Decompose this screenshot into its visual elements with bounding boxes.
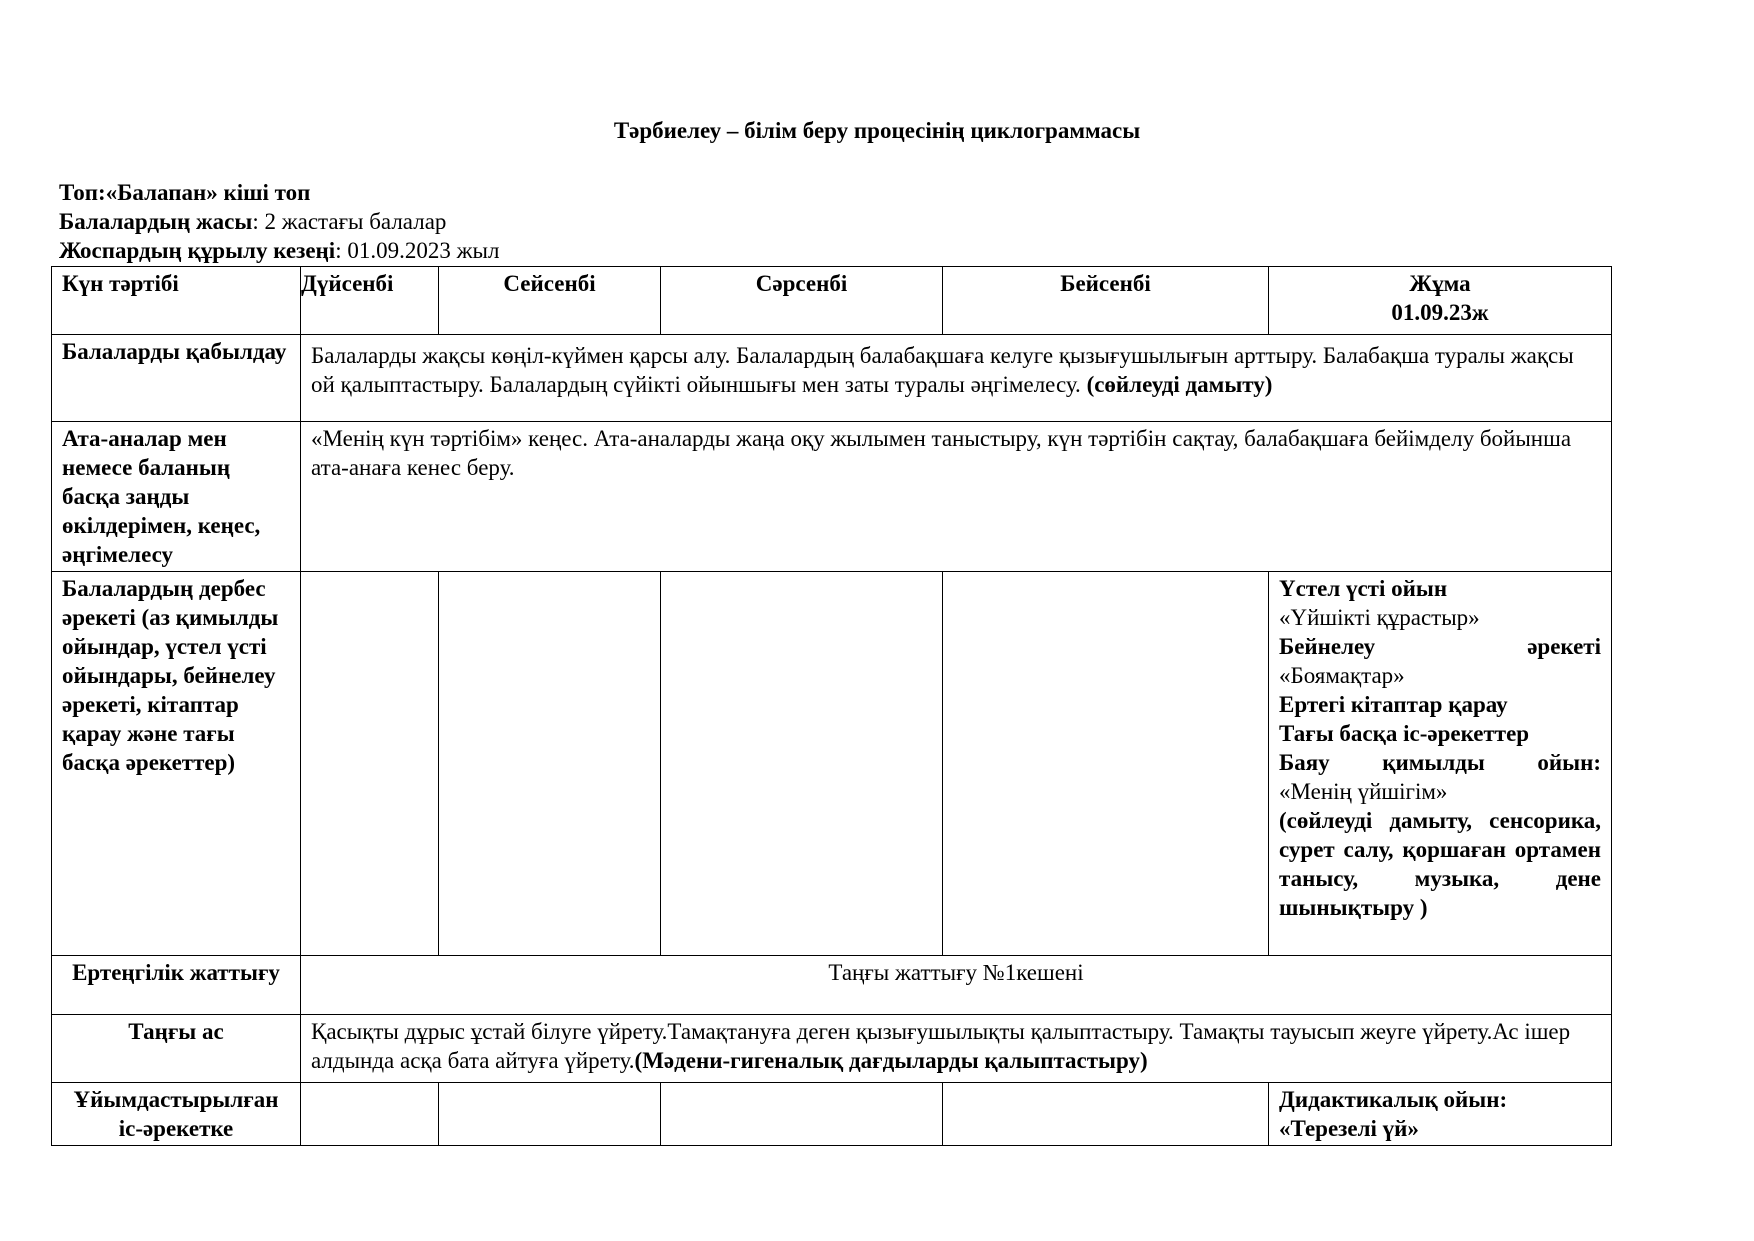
organized-tuesday bbox=[439, 1083, 661, 1146]
organized-row bbox=[52, 1083, 1612, 1146]
header-monday: Дүйсенбі bbox=[301, 267, 439, 335]
age-value: : 2 жастағы балалар bbox=[252, 209, 447, 234]
fri-line-9: (сөйлеуді дамыту, сенсорика, сурет салу, қоршаған ортамен танысу, музыка, дене шынықтыру ) bbox=[1279, 808, 1601, 920]
parents-label: Ата-аналар мен немесе баланың басқа заңды өкілдерімен, кеңес, әңгімелесу bbox=[52, 422, 301, 572]
parents-row bbox=[52, 422, 1612, 572]
reception-text bbox=[301, 335, 1612, 422]
breakfast-label: Таңғы ас bbox=[52, 1015, 301, 1083]
fri-line-7: Баяу қимылды ойын: bbox=[1279, 750, 1601, 775]
exercise-label: Ертеңгілік жаттығу bbox=[52, 956, 301, 1015]
independent-row bbox=[52, 572, 1612, 956]
header-friday-label: Жұма bbox=[1409, 271, 1471, 296]
independent-wednesday bbox=[661, 572, 943, 956]
exercise-row bbox=[52, 956, 1612, 1015]
header-row bbox=[52, 267, 1612, 335]
period-line bbox=[59, 236, 499, 265]
independent-thursday bbox=[943, 572, 1269, 956]
fri-line-2: «Үйшікті құрастыр» bbox=[1279, 605, 1480, 630]
independent-monday bbox=[301, 572, 439, 956]
fri-line-5: Ертегі кітаптар қарау bbox=[1279, 692, 1508, 717]
fri-line-6: Тағы басқа іс-әрекеттер bbox=[1279, 721, 1530, 746]
independent-friday bbox=[1269, 572, 1612, 956]
header-friday-date: 01.09.23ж bbox=[1391, 300, 1489, 325]
organized-label: Ұйымдастырылған іс-әрекетке bbox=[52, 1083, 301, 1146]
schedule-table bbox=[51, 266, 1612, 1146]
breakfast-text-main: Қасықты дұрыс ұстай білуге үйрету.Тамақтануға деген қызығушылықты қалыптастыру. Тамақты тауысып жеуге үйрету.Ас ішер алдында асқа бата айтуға үйрету. bbox=[311, 1019, 1571, 1073]
period-label: Жоспардың құрылу кезеңі bbox=[59, 238, 336, 263]
fri-line-3: Бейнелеу әрекеті bbox=[1279, 634, 1601, 659]
breakfast-row bbox=[52, 1015, 1612, 1083]
organized-fri-line-1: Дидактикалық ойын: bbox=[1279, 1087, 1508, 1112]
reception-label: Балаларды қабылдау bbox=[52, 335, 301, 422]
age-label: Балалардың жасы bbox=[59, 209, 253, 234]
exercise-text: Таңғы жаттығу №1кешені bbox=[301, 956, 1612, 1015]
breakfast-text-note: (Мәдени-гигеналық дағдыларды қалыптастыру) bbox=[634, 1048, 1148, 1073]
fri-line-8: «Менің үйшігім» bbox=[1279, 779, 1448, 804]
organized-fri-line-2: «Терезелі үй» bbox=[1279, 1116, 1419, 1141]
independent-tuesday bbox=[439, 572, 661, 956]
organized-wednesday bbox=[661, 1083, 943, 1146]
group-label: Топ:«Балапан» кіші топ bbox=[59, 180, 311, 205]
organized-thursday bbox=[943, 1083, 1269, 1146]
organized-friday bbox=[1269, 1083, 1612, 1146]
reception-text-main: Балаларды жақсы көңіл-күймен қарсы алу. Балалардың балабақшаға келуге қызығушылығын арттыру. Балабақша туралы жақсы ой қалыптастыру. Балалардың сүйікті ойыншығы мен заты туралы әңгімелесу. bbox=[311, 343, 1574, 397]
fri-line-1: Үстел үсті ойын bbox=[1279, 576, 1448, 601]
header-wednesday: Сәрсенбі bbox=[661, 267, 943, 335]
header-schedule: Күн тәртібі bbox=[52, 267, 301, 335]
fri-line-4: «Боямақтар» bbox=[1279, 663, 1405, 688]
reception-row bbox=[52, 335, 1612, 422]
header-friday bbox=[1269, 267, 1612, 335]
age-line bbox=[59, 207, 499, 236]
independent-label: Балалардың дербес әрекеті (аз қимылды ойындар, үстел үсті ойындары, бейнелеу әрекеті, кітаптар қарау және тағы басқа әрекеттер) bbox=[52, 572, 301, 956]
page-title: Тәрбиелеу – білім беру процесінің циклограммасы bbox=[613, 118, 1141, 143]
breakfast-text bbox=[301, 1015, 1612, 1083]
document-meta bbox=[59, 178, 499, 265]
period-value: : 01.09.2023 жыл bbox=[335, 238, 500, 263]
parents-text: «Менің күн тәртібім» кеңес. Ата-аналарды жаңа оқу жылымен таныстыру, күн тәртібін сақтау, балабақшаға бейімделу бойынша ата-анаға кенес беру. bbox=[301, 422, 1612, 572]
header-thursday: Бейсенбі bbox=[943, 267, 1269, 335]
organized-monday bbox=[301, 1083, 439, 1146]
header-tuesday: Сейсенбі bbox=[439, 267, 661, 335]
reception-text-note: (сөйлеуді дамыту) bbox=[1086, 372, 1273, 397]
group-line bbox=[59, 178, 499, 207]
